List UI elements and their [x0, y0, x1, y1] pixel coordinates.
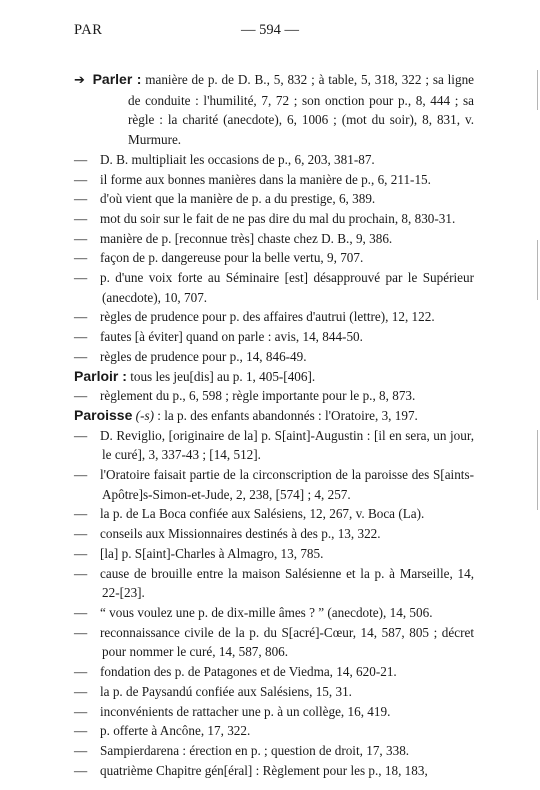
index-subentry: — règlement du p., 6, 598 ; règle importante pour le p., 8, 873. [74, 388, 416, 404]
index-subentry: — D. Reviglio, [originaire de la] p. S[aint]-Augustin : [il en sera, un jour, le curé], 3, 337-43 ; [14, 512]. [74, 427, 474, 463]
scan-edge-mark [537, 240, 538, 300]
index-subentry: — reconnaissance civile de la p. du S[acré]-Cœur, 14, 587, 805 ; décret pour nommer le curé, 14, 587, 806. [74, 624, 474, 660]
index-subentry: — d'où vient que la manière de p. a du prestige, 6, 389. [74, 191, 376, 207]
index-subentry: — la p. de Paysandú confiée aux Salésiens, 15, 31. [74, 683, 352, 699]
entry-text: p. offerte à Ancône, 17, 322. [100, 723, 251, 739]
entry-text: règles de prudence pour p. des affaires d'autrui (lettre), 12, 122. [100, 309, 435, 325]
index-subentry: — cause de brouille entre la maison Salésienne et la p. à Marseille, 14, 22-[23]. [74, 565, 474, 601]
headword-suffix: (-s) [132, 407, 154, 423]
index-entry-paroisse [74, 406, 474, 426]
entry-text: tous les jeu[dis] au p. 1, 405-[406]. [126, 368, 316, 384]
entry-text: façon de p. dangereuse pour la belle vertu, 9, 707. [100, 250, 364, 266]
index-subentry: — fautes [à éviter] quand on parle : avis, 14, 844-50. [74, 329, 363, 345]
entry-text: conseils aux Missionnaires destinés à des p., 13, 322. [100, 526, 381, 542]
index-subentry: — conseils aux Missionnaires destinés à des p., 13, 322. [74, 526, 381, 542]
index-subentry: — fondation des p. de Patagones et de Viedma, 14, 620-21. [74, 664, 397, 680]
entry-text: D. Reviglio, [originaire de la] p. S[aint]-Augustin : [il en sera, un jour, le curé], 3, 337-43 ; [14, 512]. [100, 427, 474, 463]
index-subentry: — quatrième Chapitre gén[éral] : Règlement pour les p., 18, 183, [74, 762, 428, 778]
entry-text: Sampierdarena : érection en p. ; question de droit, 17, 338. [100, 742, 410, 758]
page-number: — 594 — [241, 22, 299, 38]
index-subentry: — “ vous voulez une p. de dix-mille âmes ? ” (anecdote), 14, 506. [74, 604, 433, 620]
index-subentry: — règles de prudence pour p. des affaires d'autrui (lettre), 12, 122. [74, 309, 435, 325]
running-head: PAR [74, 22, 103, 38]
index-subentry: — mot du soir sur le fait de ne pas dire du mal du prochain, 8, 830-31. [74, 210, 456, 226]
index-subentry: — D. B. multipliait les occasions de p., 6, 203, 381-87. [74, 151, 375, 167]
index-subentry: — la p. de La Boca confiée aux Salésiens, 12, 267, v. Boca (La). [74, 506, 425, 522]
entry-text: manière de p. de D. B., 5, 832 ; à table, 5, 318, 322 ; sa ligne de conduite : l'humilité, 7, 72 ; son onction pour p., 8, 444 ; sa règle : la charité (anecdote), 6, 1006 ; (mot du soir), 8, 831, v. Murmure. [128, 72, 475, 148]
arrow-icon: ➔ [74, 73, 85, 88]
entry-text: d'où vient que la manière de p. a du prestige, 6, 389. [100, 191, 376, 207]
entry-text: manière de p. [reconnue très] chaste chez D. B., 9, 386. [100, 230, 393, 246]
entry-text: l'Oratoire faisait partie de la circonscription de la paroisse des S[aints-Apôtre]s-Simon-et-Jude, 2, 238, [574] ; 4, 257. [100, 467, 474, 502]
index-subentry: — façon de p. dangereuse pour la belle vertu, 9, 707. [74, 250, 364, 266]
index-subentry: — [la] p. S[aint]-Charles à Almagro, 13, 785. [74, 545, 324, 561]
scan-edge-mark [537, 70, 538, 110]
entry-text: [la] p. S[aint]-Charles à Almagro, 13, 785. [100, 545, 324, 561]
index-subentry: — il forme aux bonnes manières dans la manière de p., 6, 211-15. [74, 171, 431, 187]
index-entry-parloir [74, 367, 474, 387]
index-subentry: — p. d'une voix forte au Séminaire [est] désapprouvé par le Supérieur (anecdote), 10, 707. [74, 270, 474, 305]
entry-text: D. B. multipliait les occasions de p., 6, 203, 381-87. [100, 151, 375, 167]
entry-text: reconnaissance civile de la p. du S[acré]-Cœur, 14, 587, 805 ; décret pour nommer le curé, 14, 587, 806. [100, 624, 474, 660]
entry-text: il forme aux bonnes manières dans la manière de p., 6, 211-15. [100, 171, 431, 187]
entry-text: règles de prudence pour p., 14, 846-49. [100, 348, 307, 364]
entry-text: la p. de Paysandú confiée aux Salésiens, 15, 31. [100, 683, 352, 699]
index-subentry: — p. offerte à Ancône, 17, 322. [74, 723, 251, 739]
index-entry-parler [74, 70, 474, 150]
headword: Parler : [92, 71, 142, 87]
entry-text: inconvénients de rattacher une p. à un collège, 16, 419. [100, 703, 391, 719]
entry-text: cause de brouille entre la maison Salésienne et la p. à Marseille, 14, 22-[23]. [100, 565, 474, 601]
entry-text: la p. de La Boca confiée aux Salésiens, 12, 267, v. Boca (La). [100, 506, 425, 522]
entry-text: “ vous voulez une p. de dix-mille âmes ? ” (anecdote), 14, 506. [100, 604, 433, 620]
entry-text: fautes [à éviter] quand on parle : avis, 14, 844-50. [100, 329, 363, 345]
entry-text: mot du soir sur le fait de ne pas dire du mal du prochain, 8, 830-31. [100, 210, 456, 226]
page-header [0, 22, 540, 42]
index-subentry: — inconvénients de rattacher une p. à un collège, 16, 419. [74, 703, 391, 719]
entry-text: : la p. des enfants abandonnés : l'Oratoire, 3, 197. [153, 407, 418, 423]
headword: Paroisse [74, 406, 133, 423]
index-entries [74, 70, 474, 780]
index-subentry: — règles de prudence pour p., 14, 846-49. [74, 348, 307, 364]
entry-text: quatrième Chapitre gén[éral] : Règlement pour les p., 18, 183, [100, 762, 428, 778]
entry-text: fondation des p. de Patagones et de Viedma, 14, 620-21. [100, 664, 397, 680]
index-subentry: — l'Oratoire faisait partie de la circonscription de la paroisse des S[aints-Apôtre]s-Simon-et-Jude, 2, 238, [574] ; 4, 257. [74, 467, 474, 502]
headword: Parloir : [74, 367, 127, 384]
scan-edge-mark [537, 430, 538, 510]
index-subentry: — Sampierdarena : érection en p. ; question de droit, 17, 338. [74, 742, 410, 758]
entry-text: p. d'une voix forte au Séminaire [est] désapprouvé par le Supérieur (anecdote), 10, 707. [100, 270, 474, 305]
entry-text: règlement du p., 6, 598 ; règle importante pour le p., 8, 873. [100, 388, 416, 404]
index-subentry: — manière de p. [reconnue très] chaste chez D. B., 9, 386. [74, 230, 393, 246]
